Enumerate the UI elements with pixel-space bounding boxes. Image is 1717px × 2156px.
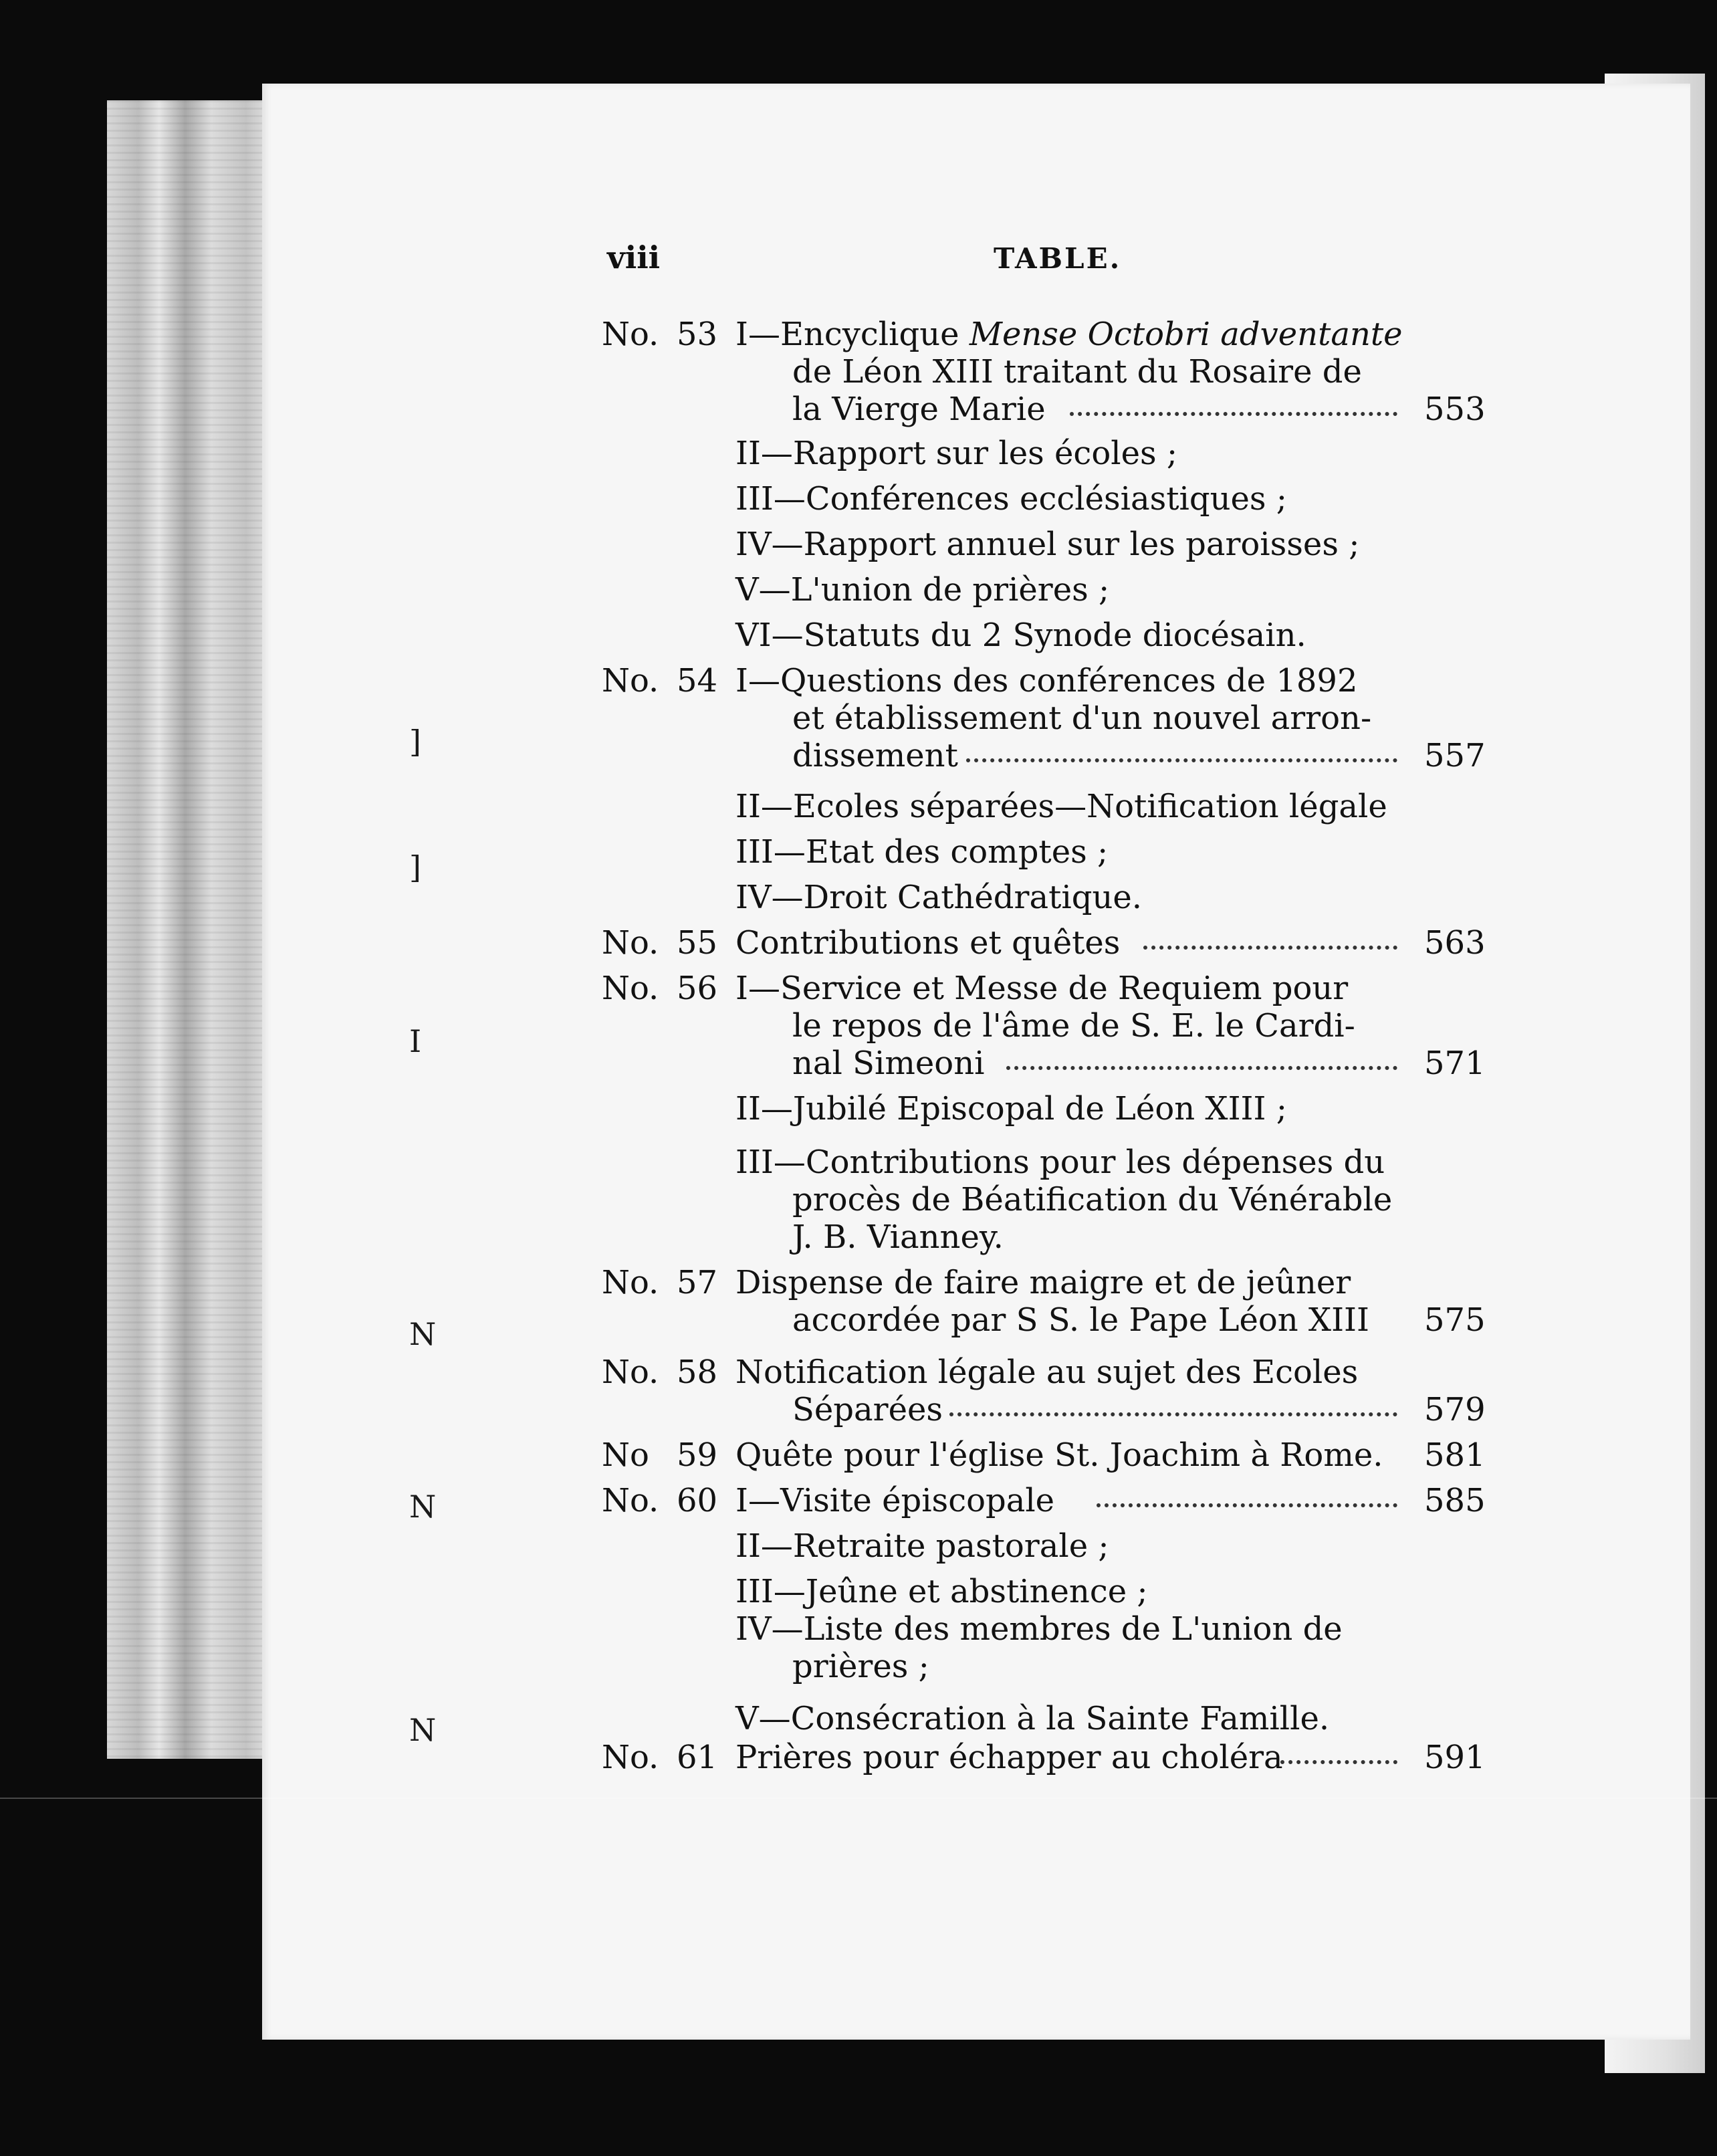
entry-title-line: accordée par S S. le Pape Léon XIII <box>792 1301 1369 1339</box>
entry-label: No. <box>602 970 659 1007</box>
entry-label: No. <box>602 1739 659 1776</box>
page-number-roman: viii <box>607 239 661 276</box>
page-reference: 571 <box>1424 1045 1486 1082</box>
entry-label: No. <box>602 1264 659 1301</box>
margin-fragment: ] <box>409 849 421 885</box>
sub-entry: V—Consécration à la Sainte Famille. <box>735 1700 1330 1737</box>
entry-label: No <box>602 1436 649 1474</box>
leader-dots <box>1143 946 1397 950</box>
sub-entry: III—Conférences ecclésiastiques ; <box>735 480 1287 518</box>
page-reference: 581 <box>1424 1436 1486 1474</box>
scan-artifact-line <box>0 1798 1717 1799</box>
sub-entry: IV—Rapport annuel sur les paroisses ; <box>735 526 1360 563</box>
page-reference: 585 <box>1424 1482 1486 1519</box>
entry-title-line: I—Service et Messe de Requiem pour <box>735 970 1349 1007</box>
entry-title-line: I—Visite épiscopale <box>735 1482 1055 1519</box>
sub-entry: VI—Statuts du 2 Synode diocésain. <box>735 617 1306 654</box>
leader-dots <box>966 758 1397 762</box>
margin-fragment: ] <box>409 724 421 760</box>
entry-number: 60 <box>677 1482 718 1519</box>
entry-number: 53 <box>677 316 718 353</box>
sub-entry: V—L'union de prières ; <box>735 571 1110 609</box>
entry-number: 59 <box>677 1436 718 1474</box>
entry-number: 61 <box>677 1739 718 1776</box>
leader-dots <box>1097 1503 1397 1507</box>
page-reference: 557 <box>1424 737 1486 774</box>
leader-dots <box>949 1412 1397 1416</box>
sub-entry: J. B. Vianney. <box>792 1218 1004 1256</box>
sub-entry: II—Ecoles séparées—Notification légale <box>735 788 1387 825</box>
entry-title-line: Dispense de faire maigre et de jeûner <box>735 1264 1351 1301</box>
entry-title-line: I—Encyclique Mense Octobri adventante <box>735 316 1403 353</box>
sub-entry: III—Etat des comptes ; <box>735 833 1109 871</box>
entry-number: 56 <box>677 970 718 1007</box>
entry-title-line: de Léon XIII traitant du Rosaire de <box>792 353 1362 391</box>
margin-fragment: I <box>409 1023 422 1059</box>
sub-entry: procès de Béatification du Vénérable <box>792 1181 1393 1218</box>
entry-title-line: nal Simeoni <box>792 1045 985 1082</box>
sub-entry: IV—Liste des membres de L'union de <box>735 1610 1343 1648</box>
entry-label: No. <box>602 662 659 699</box>
entry-title-line: dissement <box>792 737 958 774</box>
entry-title-line: Prières pour échapper au choléra <box>735 1739 1283 1776</box>
leader-dots <box>1006 1066 1397 1070</box>
entry-title-line: Notification légale au sujet des Ecoles <box>735 1354 1359 1391</box>
entry-number: 57 <box>677 1264 718 1301</box>
page-reference: 563 <box>1424 924 1486 962</box>
entry-title-line: la Vierge Marie <box>792 391 1046 428</box>
leader-dots <box>1070 412 1397 416</box>
entry-number: 58 <box>677 1354 718 1391</box>
entry-label: No. <box>602 1354 659 1391</box>
entry-label: No. <box>602 924 659 962</box>
entry-title-line: le repos de l'âme de S. E. le Cardi- <box>792 1007 1355 1045</box>
entry-label: No. <box>602 1482 659 1519</box>
sub-entry: prières ; <box>792 1648 929 1685</box>
page-reference: 579 <box>1424 1391 1486 1428</box>
entry-number: 55 <box>677 924 718 962</box>
entry-title-line: Quête pour l'église St. Joachim à Rome. <box>735 1436 1383 1474</box>
entry-title-line: I—Questions des conférences de 1892 <box>735 662 1358 699</box>
sub-entry: II—Retraite pastorale ; <box>735 1527 1109 1565</box>
sub-entry: III—Jeûne et abstinence ; <box>735 1573 1148 1610</box>
page-reference: 591 <box>1424 1739 1486 1776</box>
entry-label: No. <box>602 316 659 353</box>
margin-fragment: N <box>409 1316 437 1352</box>
sub-entry: IV—Droit Cathédratique. <box>735 879 1143 916</box>
page-reference: 575 <box>1424 1301 1486 1339</box>
margin-fragment: N <box>409 1712 437 1748</box>
entry-title-line: Contributions et quêtes <box>735 924 1121 962</box>
entry-title-line: Séparées <box>792 1391 943 1428</box>
entry-number: 54 <box>677 662 718 699</box>
page-title: TABLE. <box>994 242 1122 275</box>
margin-fragment: N <box>409 1489 437 1525</box>
page-reference: 553 <box>1424 391 1486 428</box>
sub-entry: III—Contributions pour les dépenses du <box>735 1144 1385 1181</box>
italic-title: Mense Octobri adventante <box>969 316 1403 353</box>
sub-entry: II—Jubilé Episcopal de Léon XIII ; <box>735 1090 1287 1127</box>
leader-dots <box>1280 1760 1397 1764</box>
entry-title-line: et établissement d'un nouvel arron- <box>792 699 1372 737</box>
sub-entry: II—Rapport sur les écoles ; <box>735 435 1178 472</box>
